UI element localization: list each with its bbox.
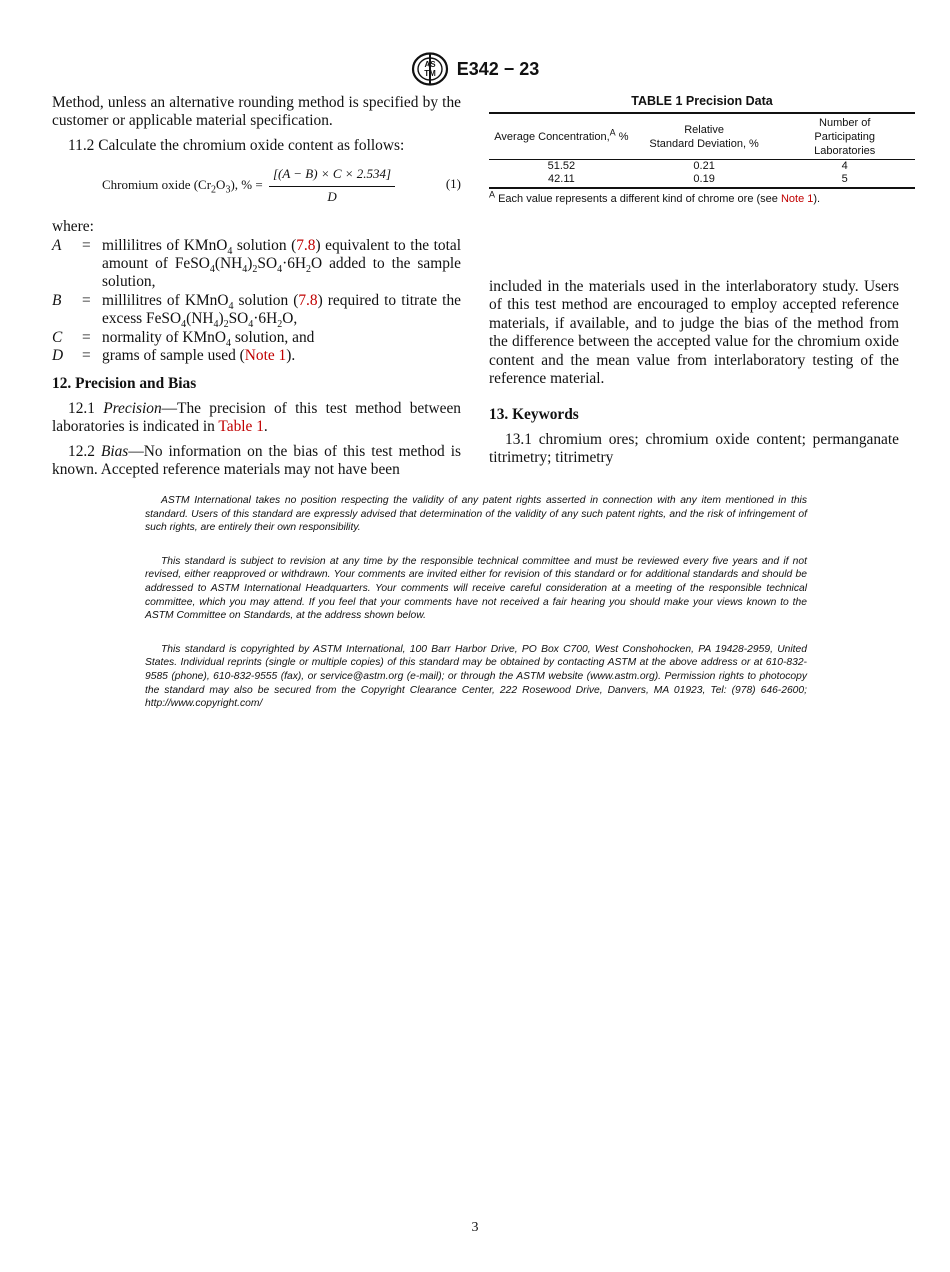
paragraph-12-1: 12.1 Precision—The precision of this test method between laboratories is indicated in Table 1. (52, 399, 461, 436)
definition-d: D = grams of sample used (Note 1). (52, 347, 296, 365)
section-heading-13: 13. Keywords (489, 406, 579, 424)
cell-labs: 5 (774, 173, 915, 188)
page-number: 3 (471, 1220, 479, 1235)
definition-a: A = millilitres of KMnO$_4$ solution (7.8) equivalent to the total amount of $FeSO_4(NH_4)_2SO_4\cdot 6H_2O$ added to the sample solution, (52, 236, 462, 291)
symbol: D (52, 347, 64, 365)
precision-table (489, 112, 915, 189)
equals: = (82, 347, 91, 365)
footer-notices (145, 494, 807, 711)
paragraph-bias-continuation: included in the materials used in the interlaboratory study. Users of this test method are encouraged to employ accepted reference materials, if available, and to judge the bias of the method from the difference between the accepted value for the chromium oxide content and the mean value from interlaboratory testing of the reference material. (489, 278, 899, 388)
table-row (489, 173, 915, 188)
ref-link-7-8[interactable]: 7.8 (296, 236, 316, 254)
cell-labs: 4 (841, 160, 848, 172)
ref-link-note-1[interactable]: Note 1 (780, 193, 814, 205)
notice-revision: This standard is subject to revision at any time by the responsible technical committee and must be reviewed every five years and if not revised, either reapproved or withdrawn. Your comments are invited either for revision of this standard or for additional standards and should be addressed to ASTM International Headquarters. Your comments will receive careful consideration at a meeting of the responsible technical committee, which you may attend. If you feel that your comments have not received a fair hearing you should make your views known to the ASTM Committee on Standards, at the address shown below. (145, 555, 807, 622)
definition-list (52, 237, 461, 366)
astm-logo-icon (411, 52, 449, 86)
equation-fraction (269, 165, 395, 206)
left-column (52, 94, 461, 480)
paragraph-12-2: 12.2 Bias—No information on the bias of this test method is known. Accepted reference materials may not have been (52, 442, 461, 479)
equation-lhs: Chromium oxide $(Cr_2O_3)$, % = (102, 176, 263, 196)
equation-1 (52, 157, 461, 205)
equals: = (82, 291, 91, 309)
definition-c: C = normality of KMnO$_4$ solution, and (52, 328, 315, 349)
page-header (0, 52, 950, 86)
equals: = (82, 236, 91, 254)
symbol: C (52, 328, 63, 346)
section-heading-12: 12. Precision and Bias (52, 375, 197, 393)
right-column (489, 278, 899, 468)
svg-text:TM: TM (423, 69, 436, 78)
column-header-labs: Number of Participating Laboratories (774, 113, 915, 160)
document-id: E342 − 23 (456, 58, 540, 79)
cell-rsd: 0.21 (693, 160, 715, 172)
notice-patent: ASTM International takes no position respecting the validity of any patent rights asserted in connection with any item mentioned in this standard. Users of this standard are expressly advised that determination of the validity of any such patent rights, and the risk of infringement of such rights, are entirely their own responsibility. (145, 495, 807, 534)
table-footnote: $^A$ Each value represents a different kind of chrome ore (see Note 1). (489, 189, 821, 205)
definition-b: B = millilitres of KMnO$_4$ solution (7.8) required to titrate the excess $FeSO_4(NH_4)_2SO_4\cdot 6H_2O$, (52, 291, 461, 331)
paragraph-13-1: 13.1 chromium ores; chromium oxide content; permanganate titrimetry; titrimetry (489, 430, 899, 467)
symbol: B (52, 291, 62, 309)
equals: = (82, 328, 91, 346)
ref-link-note-1[interactable]: Note 1 (244, 347, 287, 365)
precision-table-block (489, 94, 915, 205)
where-label: where: (52, 218, 94, 236)
column-header-rsd: Relative Standard Deviation, % (634, 113, 775, 160)
equation-denominator: D (327, 188, 337, 204)
paragraph-continuation: Method, unless an alternative rounding method is specified by the customer or applicable material specification. (52, 94, 461, 130)
table-title: TABLE 1 Precision Data (631, 94, 773, 108)
ref-link-7-8[interactable]: 7.8 (298, 291, 318, 309)
notice-copyright: This standard is copyrighted by ASTM International, 100 Barr Harbor Drive, PO Box C700, West Conshohocken, PA 19428-2959, United States. Individual reprints (single or multiple copies) of this standard may be obtained by contacting ASTM at the above address or at 610-832-9585 (phone), 610-832-9555 (fax), or service@astm.org (e-mail); or through the ASTM website (www.astm.org). Permission rights to photocopy the standard may also be secured from the Copyright Clearance Center, 222 Rosewood Drive, Danvers, MA 01923, Tel: (978) 646-2600; http://www.copyright.com/ (145, 643, 807, 710)
paragraph-11-2: 11.2 Calculate the chromium oxide content as follows: (68, 136, 405, 154)
cell-concentration: 51.52 (547, 160, 576, 172)
equation-number: (1) (445, 176, 461, 192)
svg-text:AS: AS (424, 60, 436, 69)
cell-rsd: 0.19 (634, 173, 775, 188)
ref-link-table-1[interactable]: Table 1 (218, 418, 264, 436)
table-row (489, 160, 915, 174)
equation-numerator: [(A − B) × C × 2.534] (269, 165, 395, 186)
symbol: A (52, 236, 62, 254)
column-header-concentration: Average Concentration,$^A$ % (489, 113, 634, 160)
cell-concentration: 42.11 (489, 173, 634, 188)
